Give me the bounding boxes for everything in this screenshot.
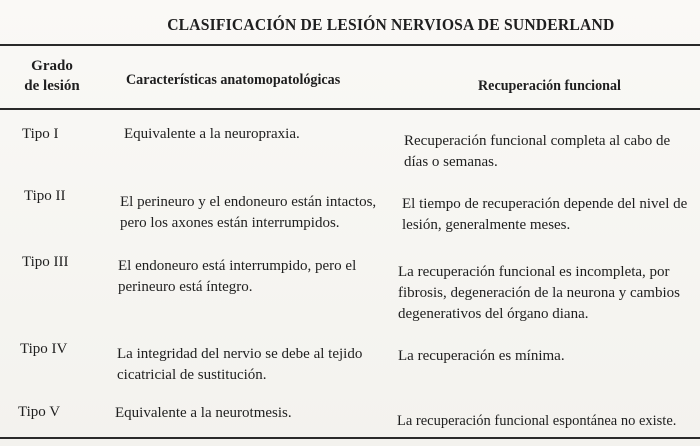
table-title: CLASIFICACIÓN DE LESIÓN NERVIOSA DE SUNDERLAND	[167, 15, 615, 34]
row-4-grade: Tipo IV	[20, 341, 68, 357]
row-2-recovery: El tiempo de recuperación depende del nivel de lesión, generalmente meses.	[402, 196, 688, 233]
row-3-characteristics: El endoneuro está interrumpido, pero el perineuro está íntegro.	[118, 258, 357, 295]
row-5-characteristics: Equivalente a la neurotmesis.	[115, 405, 292, 421]
header-rule	[0, 108, 700, 110]
row-5-recovery: La recuperación funcional espontánea no existe.	[397, 413, 677, 429]
row-4-recovery: La recuperación es mínima.	[398, 348, 565, 364]
row-1-recovery: Recuperación funcional completa al cabo de días o semanas.	[404, 133, 671, 170]
header-grade	[17, 56, 87, 96]
row-5-grade: Tipo V	[18, 404, 61, 420]
row-2-grade: Tipo II	[24, 188, 66, 204]
top-rule	[0, 44, 700, 46]
row-4-characteristics: La integridad del nervio se debe al tejido cicatricial de sustitución.	[117, 346, 363, 383]
row-1-characteristics: Equivalente a la neuropraxia.	[124, 126, 300, 142]
header-grade-line2: de lesión	[24, 78, 80, 94]
row-1-grade: Tipo I	[22, 126, 59, 142]
header-grade-line1: Grado	[31, 58, 73, 74]
row-2-characteristics: El perineuro y el endoneuro están intactos, pero los axones están interrumpidos.	[120, 194, 377, 231]
bottom-rule	[0, 437, 700, 439]
header-recovery: Recuperación funcional	[478, 78, 621, 94]
row-3-grade: Tipo III	[22, 254, 69, 270]
header-characteristics: Características anatomopatológicas	[126, 72, 341, 88]
row-3-recovery: La recuperación funcional es incompleta, por fibrosis, degeneración de la neurona y cambios degenerativos del órgano diana.	[398, 264, 680, 322]
